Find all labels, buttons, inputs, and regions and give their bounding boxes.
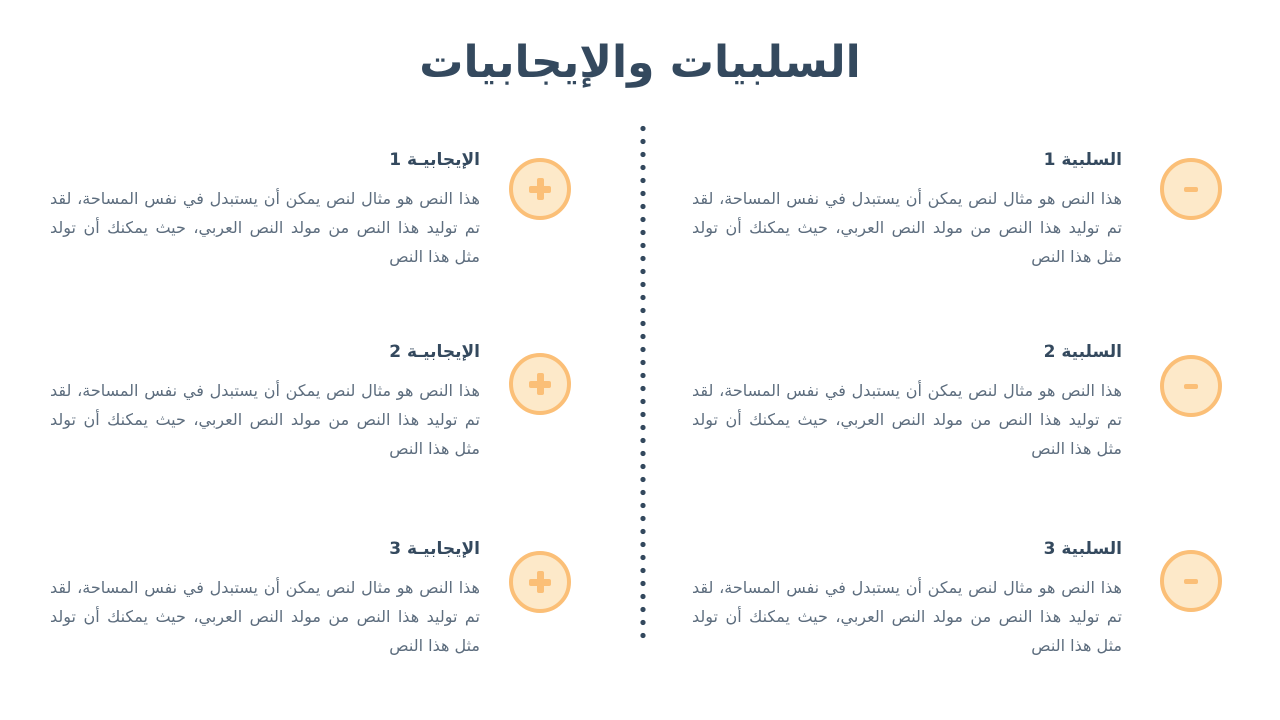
- minus-icon: [1160, 550, 1222, 612]
- pro-heading: الإيجابيـة 1: [389, 150, 480, 170]
- plus-icon: [509, 353, 571, 415]
- slide-title: السلبيات والإيجابيات: [419, 37, 861, 88]
- con-item-1: [692, 148, 1122, 271]
- plus-icon: [509, 158, 571, 220]
- minus-icon: [1160, 158, 1222, 220]
- pro-item-2: [50, 340, 480, 463]
- pro-item-3: [50, 537, 480, 660]
- pro-heading: الإيجابيـة 2: [389, 342, 480, 362]
- con-text: هذا النص هو مثال لنص يمكن أن يستبدل في نفس المساحة، لقد تم توليد هذا النص من مولد النص العربي، حيث يمكنك أن تولد مثل هذا النص: [692, 189, 1122, 266]
- con-text: هذا النص هو مثال لنص يمكن أن يستبدل في نفس المساحة، لقد تم توليد هذا النص من مولد النص العربي، حيث يمكنك أن تولد مثل هذا النص: [692, 381, 1122, 458]
- minus-icon: [1160, 355, 1222, 417]
- con-item-2: [692, 340, 1122, 463]
- dotted-divider: [640, 122, 646, 642]
- con-heading: السلبية 1: [1043, 150, 1122, 170]
- con-heading: السلبية 2: [1043, 342, 1122, 362]
- con-item-3: [692, 537, 1122, 660]
- con-heading: السلبية 3: [1043, 539, 1122, 559]
- plus-icon: [509, 551, 571, 613]
- pro-text: هذا النص هو مثال لنص يمكن أن يستبدل في نفس المساحة، لقد تم توليد هذا النص من مولد النص العربي، حيث يمكنك أن تولد مثل هذا النص: [50, 381, 480, 458]
- pro-heading: الإيجابيـة 3: [389, 539, 480, 559]
- pro-text: هذا النص هو مثال لنص يمكن أن يستبدل في نفس المساحة، لقد تم توليد هذا النص من مولد النص العربي، حيث يمكنك أن تولد مثل هذا النص: [50, 578, 480, 655]
- con-text: هذا النص هو مثال لنص يمكن أن يستبدل في نفس المساحة، لقد تم توليد هذا النص من مولد النص العربي، حيث يمكنك أن تولد مثل هذا النص: [692, 578, 1122, 655]
- pro-text: هذا النص هو مثال لنص يمكن أن يستبدل في نفس المساحة، لقد تم توليد هذا النص من مولد النص العربي، حيث يمكنك أن تولد مثل هذا النص: [50, 189, 480, 266]
- pro-item-1: [50, 148, 480, 271]
